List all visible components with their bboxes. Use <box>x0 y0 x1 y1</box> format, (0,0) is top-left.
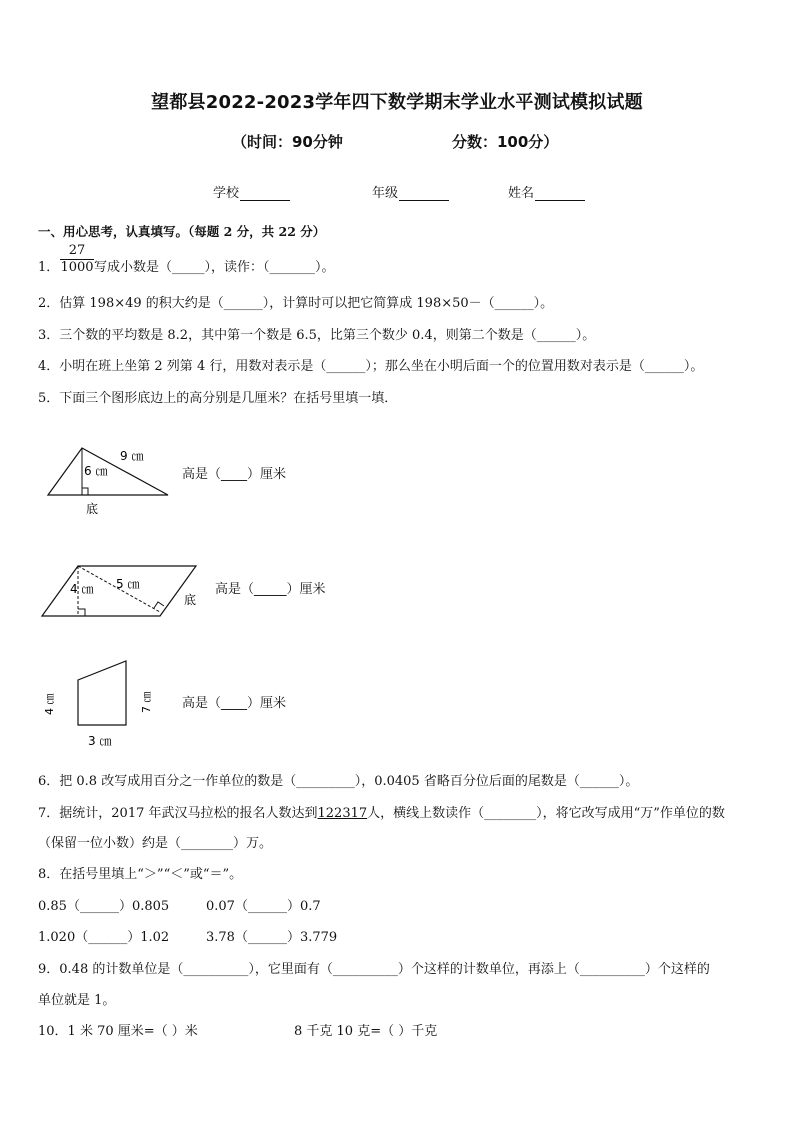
grade-field[interactable] <box>372 182 449 201</box>
question-6: 6．把 0.8 改写成用百分之一作单位的数是（_________），0.0405 省略百分位后面的尾数是（______）。 <box>38 774 639 789</box>
question-1-text: 写成小数是（_____），读作：（_______）。 <box>94 260 335 275</box>
compare-item-4: 3.78（______）3.779 <box>206 930 338 945</box>
question-3: 3．三个数的平均数是 8.2，其中第一个数是 6.5，比第三个数少 0.4，则第二个数是（______）。 <box>38 328 596 343</box>
fraction <box>60 243 94 276</box>
parallelogram-base-label: 底 <box>184 593 197 607</box>
trapezoid-answer: 高是（____）厘米 <box>182 696 287 711</box>
question-4: 4．小明在班上坐第 2 列第 4 行，用数对表示是（______）；那么坐在小明后面一个的位置用数对表示是（______）。 <box>38 359 704 374</box>
compare-item-3: 1.020（______）1.02 <box>38 930 170 945</box>
parallelogram-diag-label: 5 ㎝ <box>116 577 140 591</box>
question-9-line-2: 单位就是 1。 <box>38 993 116 1008</box>
school-label: 学校 <box>213 186 240 201</box>
question-8: 8．在括号里填上“＞”“＜”或“＝”。 <box>38 867 243 882</box>
question-7-prefix: 7．据统计，2017 年武汉马拉松的报名人数达到 <box>38 806 318 821</box>
grade-label: 年级 <box>372 186 399 201</box>
compare-item-1: 0.85（______）0.805 <box>38 899 170 914</box>
question-2: 2．估算 198×49 的积大约是（______），计算时可以把它简算成 198×50－（______）。 <box>38 296 554 311</box>
section-heading: 一、用心思考，认真填写。（每题 2 分，共 22 分） <box>38 224 326 239</box>
page-title: 望都县2022-2023学年四下数学期末学业水平测试模拟试题 <box>151 92 643 113</box>
parallelogram-right-angle-1 <box>78 609 85 616</box>
exam-time: （时间：90分钟 <box>232 133 343 151</box>
fraction-denominator: 1000 <box>60 260 94 275</box>
triangle-base-label: 底 <box>86 502 99 516</box>
trapezoid-bottom-label: 3 ㎝ <box>88 734 112 748</box>
question-7-underlined-number: 122317 <box>317 806 368 821</box>
triangle-side-label: 9 ㎝ <box>120 449 144 463</box>
trapezoid-right-label: 7 ㎝ <box>140 691 153 713</box>
triangle-height-label: 6 ㎝ <box>84 464 108 478</box>
question-1-number: 1． <box>38 260 60 275</box>
parallelogram-answer: 高是（_____）厘米 <box>215 582 326 597</box>
question-7-line-2: （保留一位小数）约是（________）万。 <box>38 836 273 851</box>
triangle-answer: 高是（____）厘米 <box>182 467 287 482</box>
fraction-numerator: 27 <box>60 243 94 260</box>
triangle-right-angle <box>82 488 88 495</box>
school-blank[interactable] <box>240 187 290 201</box>
name-label: 姓名 <box>508 186 535 201</box>
parallelogram-left-label: 4 ㎝ <box>70 582 94 596</box>
name-field[interactable] <box>508 182 585 201</box>
question-7-line-1 <box>38 802 725 821</box>
trapezoid-left-label: 4 ㎝ <box>43 693 56 715</box>
question-9-line-1: 9．0.48 的计数单位是（__________），它里面有（__________）个这样的计数单位，再添上（__________）个这样的 <box>38 962 710 977</box>
question-10-part-1: 10．1 米 70 厘米=（ ）米 <box>38 1024 198 1039</box>
trapezoid-figure <box>38 655 168 755</box>
trapezoid-shape <box>78 661 126 725</box>
compare-item-2: 0.07（______）0.7 <box>206 899 321 914</box>
question-10-part-2: 8 千克 10 克=（ ）千克 <box>294 1024 438 1039</box>
triangle-shape <box>48 448 168 495</box>
exam-score: 分数：100分） <box>452 133 559 151</box>
school-field[interactable] <box>213 182 290 201</box>
parallelogram-shape <box>42 566 196 616</box>
triangle-figure <box>40 440 180 520</box>
parallelogram-right-angle-2 <box>154 602 164 608</box>
name-blank[interactable] <box>535 187 585 201</box>
question-7-suffix: 人，横线上数读作（________），将它改写成用“万”作单位的数 <box>367 806 725 821</box>
question-5: 5．下面三个图形底边上的高分别是几厘米？在括号里填一填． <box>38 391 398 406</box>
parallelogram-figure <box>38 558 208 626</box>
grade-blank[interactable] <box>399 187 449 201</box>
